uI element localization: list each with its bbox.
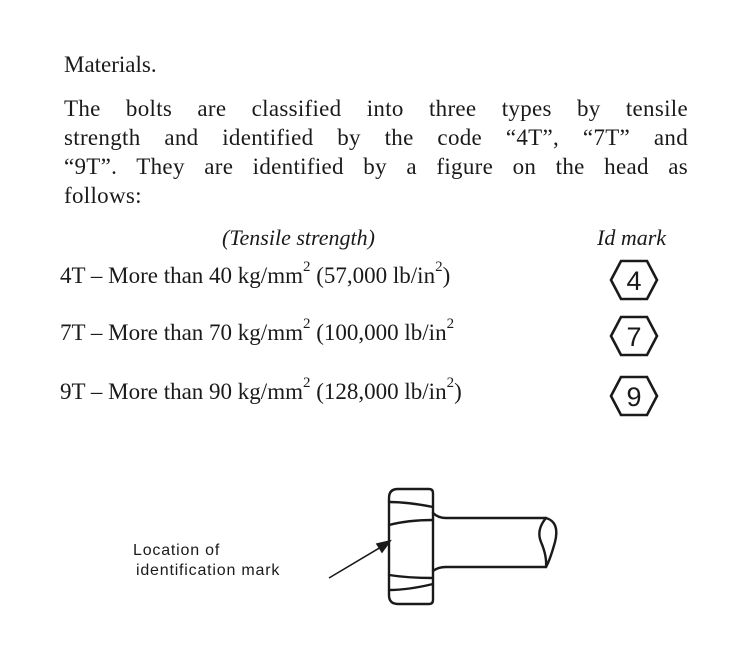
grade-code: 7T (60, 320, 86, 345)
grade-close: ) (454, 379, 462, 404)
superscript: 2 (302, 259, 311, 275)
label-line: identification mark (136, 562, 281, 579)
grade-imperial: (57,000 lb/in (310, 263, 436, 288)
identification-mark-label (133, 541, 280, 581)
id-mark-column-header: Id mark (597, 225, 667, 250)
paragraph-line: The bolts are classified into three types by tensile (64, 96, 688, 121)
grade-desc: – More than 40 kg/mm (85, 263, 303, 288)
section-heading: Materials. (64, 52, 157, 77)
superscript: 2 (446, 375, 455, 391)
superscript: 2 (435, 259, 443, 275)
grade-code: 4T (60, 263, 86, 288)
grade-imperial: (100,000 lb/in (310, 320, 447, 345)
grade-desc: – More than 70 kg/mm (85, 320, 303, 345)
superscript: 2 (302, 316, 311, 332)
paragraph-line: follows: (64, 183, 142, 208)
hex-mark-digit: 7 (626, 322, 642, 352)
paragraph-line: strength and identified by the code “4T”, “7T” and (64, 125, 688, 150)
grade-desc: – More than 90 kg/mm (85, 379, 303, 404)
grade-code: 9T (60, 379, 86, 404)
hex-mark-digit: 9 (626, 382, 642, 412)
paragraph-line: “9T”. They are identified by a figure on the head as (64, 154, 688, 179)
grade-close: ) (442, 263, 451, 288)
hex-mark-digit: 4 (626, 266, 642, 296)
label-line: Location of (133, 542, 221, 559)
superscript: 2 (302, 375, 311, 391)
leader-arrow-icon (329, 541, 390, 578)
tensile-strength-column-header: (Tensile strength) (222, 225, 375, 250)
grade-imperial: (128,000 lb/in (310, 379, 447, 404)
bolt-shank-icon (433, 513, 546, 518)
superscript: 2 (446, 316, 455, 332)
